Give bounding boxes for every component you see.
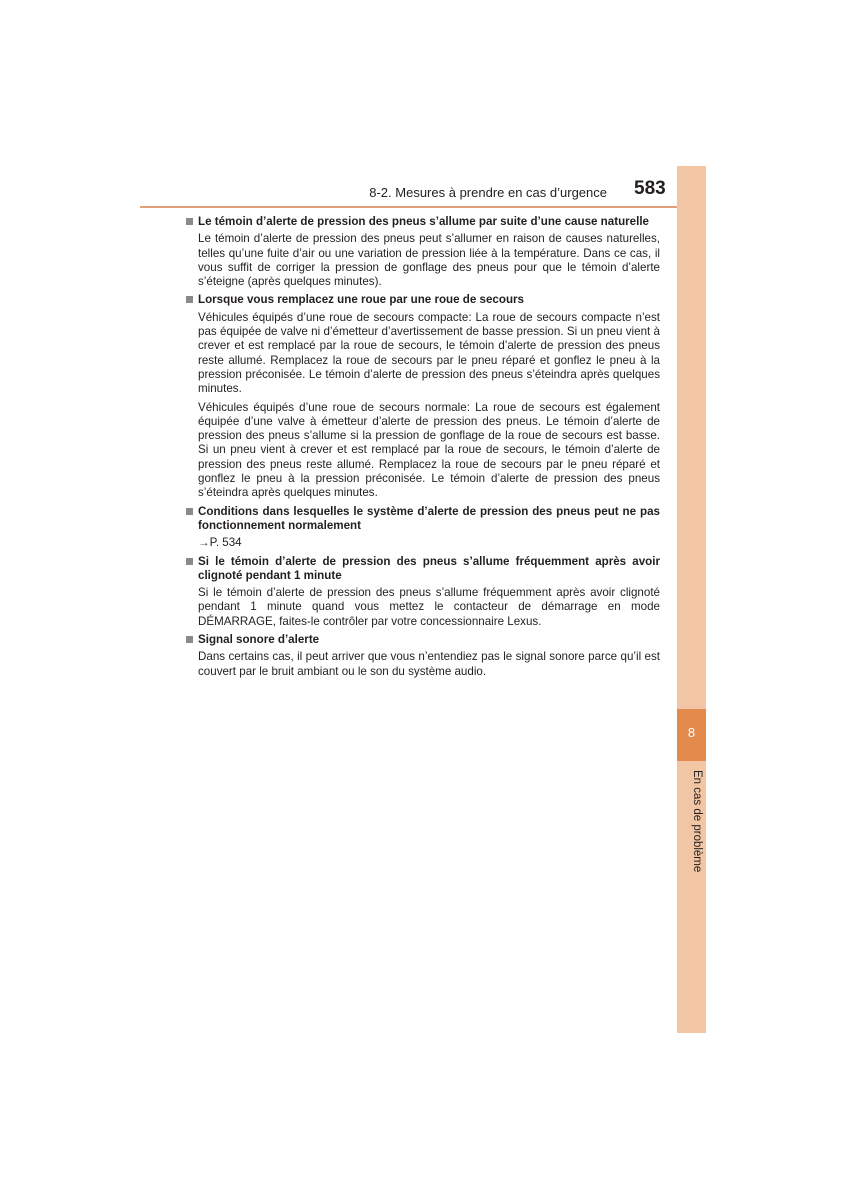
section-paragraph: Véhicules équipés d’une roue de secours compacte: La roue de secours compacte n’est pas équipée de valve ni d’émetteur d’avertissement de basse pression. Si un pneu vient à crever et est remplacé par la roue de secours, le témoin d’alerte de pression des pneus reste allumé. Remplacez la roue de secours par le pneu réparé et gonflez le pneu à la pression préconisée. Le témoin d’alerte de pression des pneus s’éteindra après quelques minutes. [198, 310, 660, 396]
section-warning-buzzer [186, 633, 660, 679]
section-paragraph: Dans certains cas, il peut arriver que vous n’entendiez pas le signal sonore parce qu’il est couvert par le bruit ambiant ou le son du système audio. [198, 650, 660, 678]
section-heading [186, 505, 660, 534]
square-bullet-icon [186, 215, 198, 229]
section-heading-text: Conditions dans lesquelles le système d’alerte de pression des pneus peut ne pas fonctionnement normalement [198, 504, 660, 532]
section-frequent-warning [186, 555, 660, 629]
chapter-title-label: En cas de problème [691, 770, 703, 873]
page-reference-link[interactable]: →P. 534 [198, 536, 242, 550]
section-header-title: 8-2. Mesures à prendre en cas d’urgence [369, 185, 607, 200]
square-bullet-icon [186, 633, 198, 647]
square-bullet-icon [186, 505, 198, 534]
section-heading-text: Si le témoin d’alerte de pression des pneus s’allume fréquemment après avoir clignoté pendant 1 minute [198, 554, 660, 582]
page-number: 583 [634, 178, 666, 199]
section-heading-text: Lorsque vous remplacez une roue par une roue de secours [198, 293, 525, 307]
square-bullet-icon [186, 555, 198, 584]
section-heading-text: Signal sonore d’alerte [198, 633, 320, 647]
section-natural-cause [186, 215, 660, 289]
section-heading [186, 215, 660, 229]
page-content [186, 215, 660, 683]
section-heading [186, 555, 660, 584]
section-conditions [186, 505, 660, 551]
section-paragraph: Le témoin d’alerte de pression des pneus peut s’allumer en raison de causes naturelles, telles qu’une fuite d’air ou une variation de pression liée à la température. Dans ce cas, il vous suffit de corriger la pression de gonflage des pneus pour que le témoin d’alerte s’éteigne (après quelques minutes). [198, 232, 660, 289]
square-bullet-icon [186, 293, 198, 307]
header-divider [140, 206, 677, 208]
section-paragraph: Véhicules équipés d’une roue de secours normale: La roue de secours est également équipée d’une valve à émetteur d’alerte de pression des pneus. Le témoin d’alerte de pression des pneus s’allume si la pression de gonflage de la roue de secours est basse. Si un pneu vient à crever et est remplacé par la roue de secours, le témoin d’alerte de pression des pneus reste allumé. Remplacez la roue de secours par le pneu réparé et gonflez le pneu à la pression préconisée. Le témoin d’alerte de pression des pneus s’éteindra après quelques minutes. [198, 400, 660, 500]
section-paragraph: Si le témoin d’alerte de pression des pneus s’allume fréquemment après avoir clignoté pendant 1 minute quand vous mettez le contacteur de démarrage en mode DÉMARRAGE, faites-le contrôler par votre concessionnaire Lexus. [198, 586, 660, 628]
section-heading [186, 633, 660, 647]
chapter-side-tab [677, 166, 706, 1033]
section-heading [186, 293, 660, 307]
chapter-number-badge: 8 [677, 709, 706, 761]
section-heading-text: Le témoin d’alerte de pression des pneus s’allume par suite d’une cause naturelle [198, 215, 650, 228]
section-spare-wheel [186, 293, 660, 500]
